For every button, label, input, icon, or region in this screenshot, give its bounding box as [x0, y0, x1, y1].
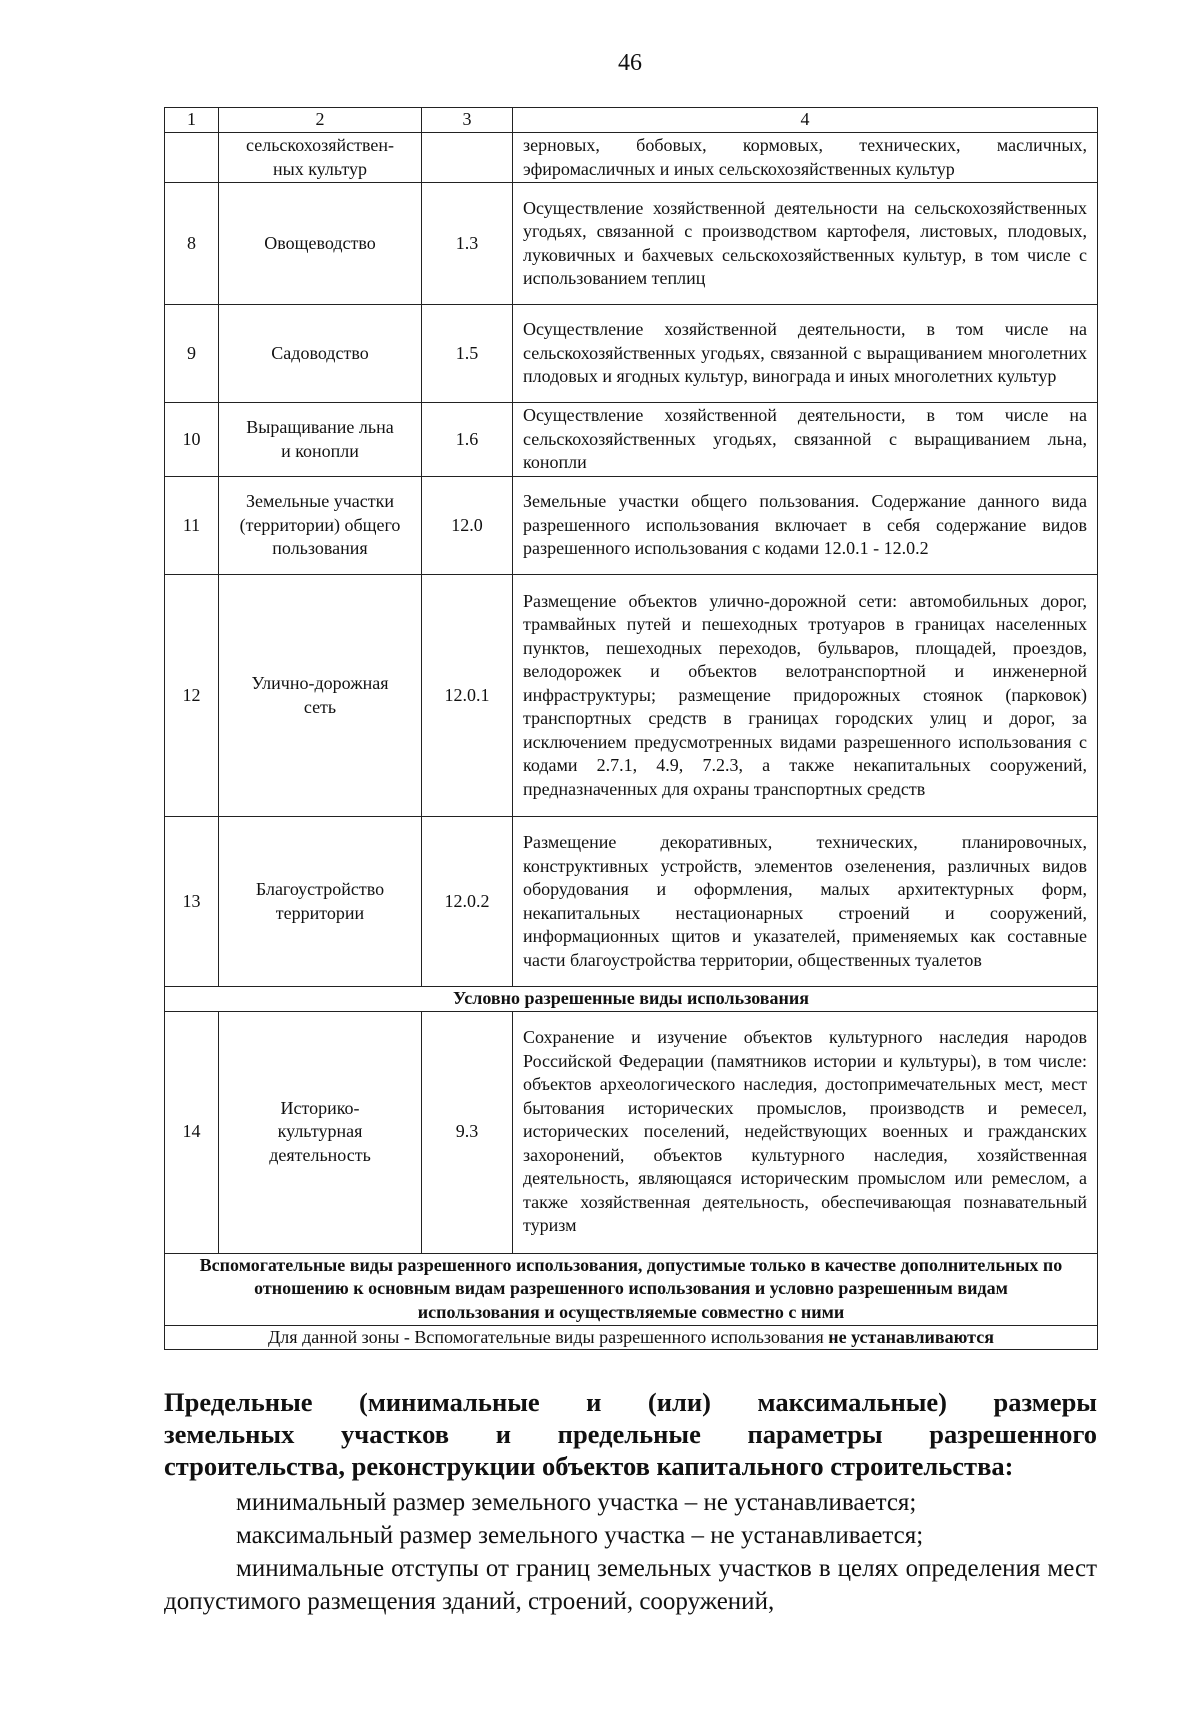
column-number-1: 1	[165, 108, 219, 133]
table-row	[165, 817, 1098, 987]
use-description: Размещение декоративных, технических, планировочных, конструктивных устройств, элементов озеленения, различных видов оборудования и оформления, малых архитектурных форм, некапитальных нестационарных строений и сооружений, информационных щитов и указателей, применяемых как составные части благоустройства территории, общественных туалетов	[513, 817, 1098, 987]
table-row	[165, 305, 1098, 403]
use-code: 12.0.1	[422, 575, 513, 817]
use-name: Выращивание льна и конопли	[219, 403, 422, 477]
limits-heading-line: строительства, реконструкции объектов капитального строительства:	[164, 1451, 1014, 1481]
column-number-4: 4	[513, 108, 1098, 133]
use-code: 9.3	[422, 1011, 513, 1253]
use-name: сельскохозяйствен-ных культур	[219, 133, 422, 183]
use-code: 1.3	[422, 183, 513, 305]
column-number-3: 3	[422, 108, 513, 133]
table-row	[165, 477, 1098, 575]
use-description: Осуществление хозяйственной деятельности, в том числе на сельскохозяйственных угодьях, связанной с выращиванием многолетних плодовых и ягодных культур, винограда и иных многолетних культур	[513, 305, 1098, 403]
table-row	[165, 575, 1098, 817]
row-number: 14	[165, 1011, 219, 1253]
use-code: 1.6	[422, 403, 513, 477]
table-row-continuation	[165, 133, 1098, 183]
use-description: Осуществление хозяйственной деятельности на сельскохозяйственных угодьях, связанной с производством картофеля, листовых, плодовых, луковичных и бахчевых сельскохозяйственных культур, в том числе с использованием теплиц	[513, 183, 1098, 305]
table-header-row	[165, 108, 1098, 133]
use-description: Осуществление хозяйственной деятельности, в том числе на сельскохозяйственных угодьях, связанной с выращиванием льна, конопли	[513, 403, 1098, 477]
use-code: 1.5	[422, 305, 513, 403]
land-use-table-wrapper	[164, 107, 1097, 1350]
limits-heading-line: земельных участков и предельные параметры разрешенного	[164, 1419, 1097, 1449]
use-name: Земельные участки (территории) общего пользования	[219, 477, 422, 575]
table-row	[165, 403, 1098, 477]
page-number: 46	[618, 50, 642, 76]
use-name: Садоводство	[219, 305, 422, 403]
row-number: 11	[165, 477, 219, 575]
use-code: 12.0	[422, 477, 513, 575]
limits-heading-line: Предельные (минимальные и (или) максимальные) размеры	[164, 1387, 1097, 1417]
column-number-2: 2	[219, 108, 422, 133]
use-name: Овощеводство	[219, 183, 422, 305]
row-number	[165, 133, 219, 183]
use-description: Сохранение и изучение объектов культурного наследия народов Российской Федерации (памятников истории и культуры), в том числе: объектов археологического наследия, достопримечательных мест, мест бытования исторических промыслов, производств и ремесел, исторических поселений, недействующих военных и гражданских захоронений, объектов культурного наследия, хозяйственная деятельность, являющаяся историческим промыслом или ремеслом, а также хозяйственная деятельность, обеспечивающая познавательный туризм	[513, 1011, 1098, 1253]
auxiliary-note-emphasis: не устанавливаются	[828, 1326, 994, 1347]
row-number: 12	[165, 575, 219, 817]
section-row-conditional	[165, 987, 1098, 1012]
auxiliary-note-text: Для данной зоны - Вспомогательные виды разрешенного использования	[268, 1326, 829, 1347]
section-title-conditional: Условно разрешенные виды использования	[165, 987, 1098, 1012]
auxiliary-note	[165, 1325, 1098, 1350]
paragraph-min-size: минимальный размер земельного участка – не устанавливается;	[236, 1489, 917, 1516]
use-code: 12.0.2	[422, 817, 513, 987]
use-description: Земельные участки общего пользования. Содержание данного вида разрешенного использования включает в себя содержание видов разрешенного использования с кодами 12.0.1 - 12.0.2	[513, 477, 1098, 575]
use-code	[422, 133, 513, 183]
section-title-auxiliary: Вспомогательные виды разрешенного использования, допустимые только в качестве дополнительных по отношению к основным видам разрешенного использования и условно разрешенным видам использования и осуществляемые совместно с ними	[165, 1253, 1098, 1325]
land-use-table	[164, 107, 1098, 1350]
row-number: 10	[165, 403, 219, 477]
auxiliary-note-row	[165, 1325, 1098, 1350]
paragraph-max-size: максимальный размер земельного участка – не устанавливается;	[236, 1522, 924, 1549]
row-number: 8	[165, 183, 219, 305]
table-row	[165, 1011, 1098, 1253]
use-name: Благоустройство территории	[219, 817, 422, 987]
section-row-auxiliary	[165, 1253, 1098, 1325]
paragraph-setbacks: минимальные отступы от границ земельных участков в целях определения мест допустимого размещения зданий, строений, сооружений,	[164, 1555, 1097, 1615]
limits-heading	[164, 1386, 1097, 1482]
use-name: Улично-дорожная сеть	[219, 575, 422, 817]
use-name: Историко-культурная деятельность	[219, 1011, 422, 1253]
use-description: зерновых, бобовых, кормовых, технических, масличных, эфиромасличных и иных сельскохозяйственных культур	[513, 133, 1098, 183]
row-number: 9	[165, 305, 219, 403]
row-number: 13	[165, 817, 219, 987]
table-row	[165, 183, 1098, 305]
use-description: Размещение объектов улично-дорожной сети: автомобильных дорог, трамвайных путей и пешеходных тротуаров в границах населенных пунктов, пешеходных переходов, бульваров, площадей, проездов, велодорожек и объектов велотранспортной и инженерной инфраструктуры; размещение придорожных стоянок (парковок) транспортных средств в границах городских улиц и дорог, за исключением предусмотренных видами разрешенного использования с кодами 2.7.1, 4.9, 7.2.3, а также некапитальных сооружений, предназначенных для охраны транспортных средств	[513, 575, 1098, 817]
